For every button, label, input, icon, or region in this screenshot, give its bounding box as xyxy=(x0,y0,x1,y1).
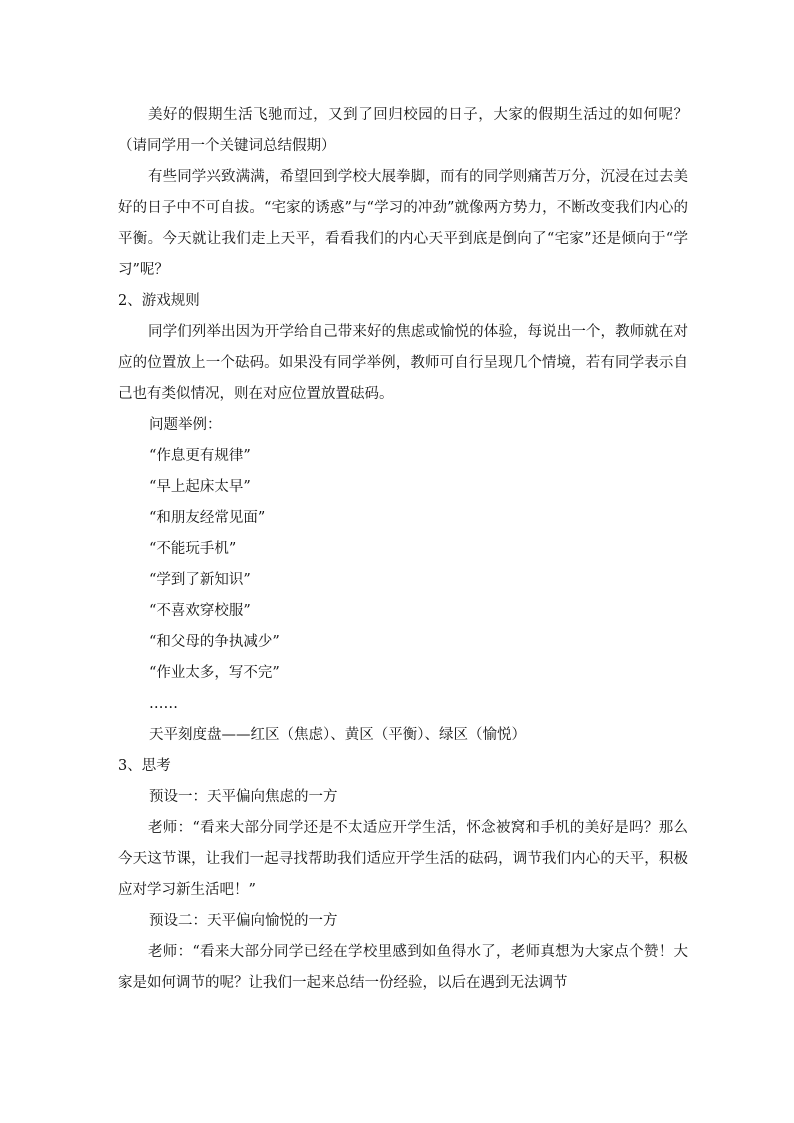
example-item: “学到了新知识” xyxy=(149,572,251,588)
scale-description: 天平刻度盘——红区（焦虑）、黄区（平衡）、绿区（愉悦） xyxy=(149,727,526,743)
examples-ellipsis: …… xyxy=(149,696,178,712)
context-paragraph: 有些同学兴致满满，希望回到学校大展拳脚，而有的同学则痛苦万分，沉浸在过去美好的日子中不可自拔。“宅家的诱惑”与“学习的冲劲”就像两方势力，不断改变我们内心的平衡。今天就让我们走上天平，看看我们的内心天平到底是倒向了“宅家”还是倾向于“学习”呢？ xyxy=(118,169,688,278)
preset-two-label: 预设二：天平偏向愉悦的一方 xyxy=(149,913,338,929)
example-item: “早上起床太早” xyxy=(149,479,251,495)
intro-paragraph: 美好的假期生活飞驰而过，又到了回归校园的日子，大家的假期生活过的如何呢？（请同学用一个关键词总结假期） xyxy=(118,107,688,154)
section-heading-thinking: 3、思考 xyxy=(118,758,171,774)
document-body xyxy=(118,100,688,999)
example-item: “作息更有规律” xyxy=(149,448,251,464)
example-item: “作业太多，写不完” xyxy=(149,665,280,681)
example-item: “不喜欢穿校服” xyxy=(149,603,251,619)
example-item: “和朋友经常见面” xyxy=(149,510,266,526)
preset-one-label: 预设一：天平偏向焦虑的一方 xyxy=(149,789,338,805)
example-item: “不能玩手机” xyxy=(149,541,237,557)
examples-label: 问题举例： xyxy=(149,417,222,433)
section-heading-rules: 2、游戏规则 xyxy=(118,293,200,309)
preset-one-text: 老师：“看来大部分同学还是不太适应开学生活，怀念被窝和手机的美好是吗？那么今天这节课，让我们一起寻找帮助我们适应开学生活的砝码，调节我们内心的天平，积极应对学习新生活吧！” xyxy=(118,820,688,898)
preset-two-text: 老师：“看来大部分同学已经在学校里感到如鱼得水了，老师真想为大家点个赞！大家是如何调节的呢？让我们一起来总结一份经验，以后在遇到无法调节 xyxy=(118,944,688,991)
rules-paragraph: 同学们列举出因为开学给自己带来好的焦虑或愉悦的体验，每说出一个，教师就在对应的位置放上一个砝码。如果没有同学举例，教师可自行呈现几个情境，若有同学表示自己也有类似情况，则在对应位置放置砝码。 xyxy=(118,324,688,402)
example-item: “和父母的争执减少” xyxy=(149,634,280,650)
